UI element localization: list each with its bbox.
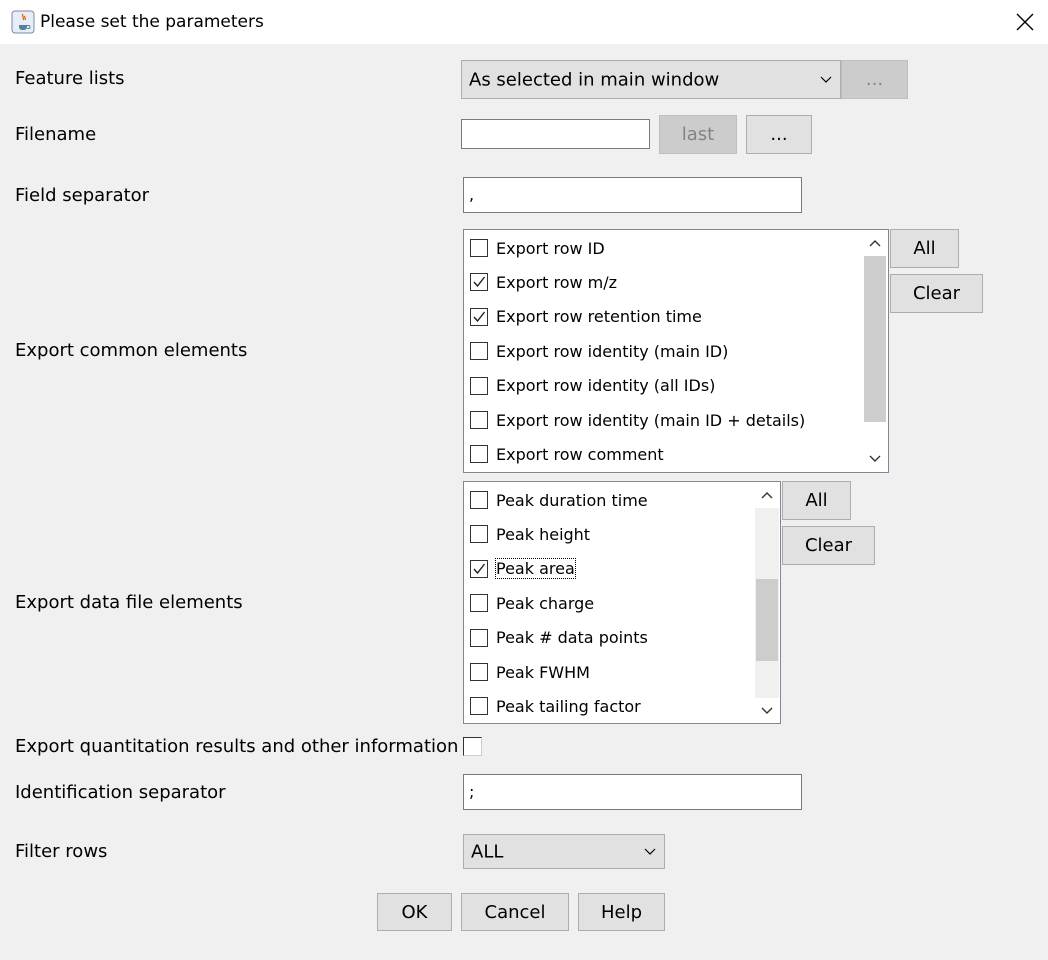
filename-field[interactable] xyxy=(461,119,650,149)
checkbox[interactable] xyxy=(470,663,488,681)
list-item[interactable] xyxy=(470,403,805,437)
scroll-down-arrow-icon[interactable] xyxy=(869,455,881,463)
checkbox[interactable] xyxy=(470,377,488,395)
checkbox[interactable] xyxy=(470,697,488,715)
list-item-label: Export row m/z xyxy=(496,272,618,292)
scroll-down-arrow-icon[interactable] xyxy=(761,707,773,715)
checkbox-checked[interactable] xyxy=(470,308,488,326)
checkbox[interactable] xyxy=(470,594,488,612)
list-item[interactable] xyxy=(470,483,648,517)
help-button[interactable]: Help xyxy=(578,893,665,931)
checkbox[interactable] xyxy=(470,342,488,360)
field-separator-label: Field separator xyxy=(15,185,150,206)
list-item[interactable] xyxy=(470,552,575,586)
checkmark-icon xyxy=(472,562,486,576)
java-app-icon xyxy=(11,10,35,34)
checkbox-checked[interactable] xyxy=(470,273,488,291)
filter-rows-label: Filter rows xyxy=(15,841,108,862)
list-item[interactable] xyxy=(470,334,728,368)
cancel-button[interactable]: Cancel xyxy=(461,893,569,931)
checkbox[interactable] xyxy=(470,629,488,647)
list-item[interactable] xyxy=(470,586,594,620)
checkbox[interactable] xyxy=(470,411,488,429)
list-item[interactable] xyxy=(470,517,590,551)
list-item-label: Export row identity (main ID) xyxy=(496,341,729,361)
scroll-up-arrow-icon[interactable] xyxy=(869,239,881,247)
checkbox-checked[interactable] xyxy=(470,560,488,578)
last-button[interactable]: last xyxy=(659,115,737,154)
title-bar xyxy=(0,0,1048,44)
scroll-up-arrow-icon[interactable] xyxy=(761,491,773,499)
data-file-clear-button[interactable]: Clear xyxy=(782,526,875,565)
ok-button[interactable]: OK xyxy=(377,893,452,931)
checkbox[interactable] xyxy=(470,525,488,543)
export-data-file-elements-label: Export data file elements xyxy=(15,592,243,613)
feature-lists-browse-button[interactable]: ... xyxy=(841,60,908,99)
export-quantitation-checkbox[interactable] xyxy=(463,737,482,756)
common-all-button[interactable]: All xyxy=(890,229,959,268)
list-item[interactable] xyxy=(470,265,617,299)
chevron-down-icon xyxy=(644,848,656,856)
filter-rows-value: ALL xyxy=(471,841,504,862)
list-item[interactable] xyxy=(470,655,590,689)
checkbox[interactable] xyxy=(470,445,488,463)
data-file-elements-list[interactable] xyxy=(463,481,781,724)
common-scroll-thumb[interactable] xyxy=(864,256,886,422)
list-item[interactable] xyxy=(470,437,664,471)
list-item-label: Peak duration time xyxy=(496,490,648,510)
common-elements-list[interactable] xyxy=(463,229,889,473)
close-icon[interactable] xyxy=(1013,10,1037,34)
list-item-label: Export row identity (main ID + details) xyxy=(496,410,806,430)
filter-rows-select[interactable] xyxy=(463,834,665,869)
export-common-elements-label: Export common elements xyxy=(15,340,248,361)
identification-separator-label: Identification separator xyxy=(15,782,226,803)
common-clear-button[interactable]: Clear xyxy=(890,274,983,313)
list-item-label: Export row comment xyxy=(496,444,664,464)
list-item-label: Peak height xyxy=(496,524,591,544)
checkmark-icon xyxy=(472,310,486,324)
list-item[interactable] xyxy=(470,621,648,655)
data-scroll-thumb[interactable] xyxy=(756,579,778,661)
list-item-label: Export row ID xyxy=(496,238,605,258)
list-item-label: Peak tailing factor xyxy=(496,696,641,716)
checkmark-icon xyxy=(472,275,486,289)
feature-lists-select[interactable] xyxy=(461,60,841,99)
window-title: Please set the parameters xyxy=(40,12,264,32)
export-quantitation-label: Export quantitation results and other information xyxy=(15,736,459,757)
feature-lists-label: Feature lists xyxy=(15,68,125,89)
list-item-label: Peak charge xyxy=(496,593,595,613)
chevron-down-icon xyxy=(820,76,832,84)
field-separator-field[interactable]: , xyxy=(463,177,802,213)
list-item-label: Peak area xyxy=(496,559,575,579)
filename-browse-button[interactable]: ... xyxy=(746,115,812,154)
checkbox[interactable] xyxy=(470,239,488,257)
list-item[interactable] xyxy=(470,369,715,403)
identification-separator-field[interactable]: ; xyxy=(463,774,802,810)
list-item-label: Export row retention time xyxy=(496,307,702,327)
data-file-elements-scrollbar[interactable] xyxy=(755,482,779,723)
common-elements-scrollbar[interactable] xyxy=(863,230,887,472)
list-item-label: Peak FWHM xyxy=(496,662,590,682)
list-item[interactable] xyxy=(470,300,702,334)
list-item-label: Export row identity (all IDs) xyxy=(496,376,716,396)
list-item[interactable] xyxy=(470,231,605,265)
checkbox[interactable] xyxy=(470,491,488,509)
list-item[interactable] xyxy=(470,689,641,723)
list-item-label: Peak # data points xyxy=(496,628,648,648)
feature-lists-value: As selected in main window xyxy=(469,69,720,90)
data-file-all-button[interactable]: All xyxy=(782,481,851,520)
filename-label: Filename xyxy=(15,124,97,145)
